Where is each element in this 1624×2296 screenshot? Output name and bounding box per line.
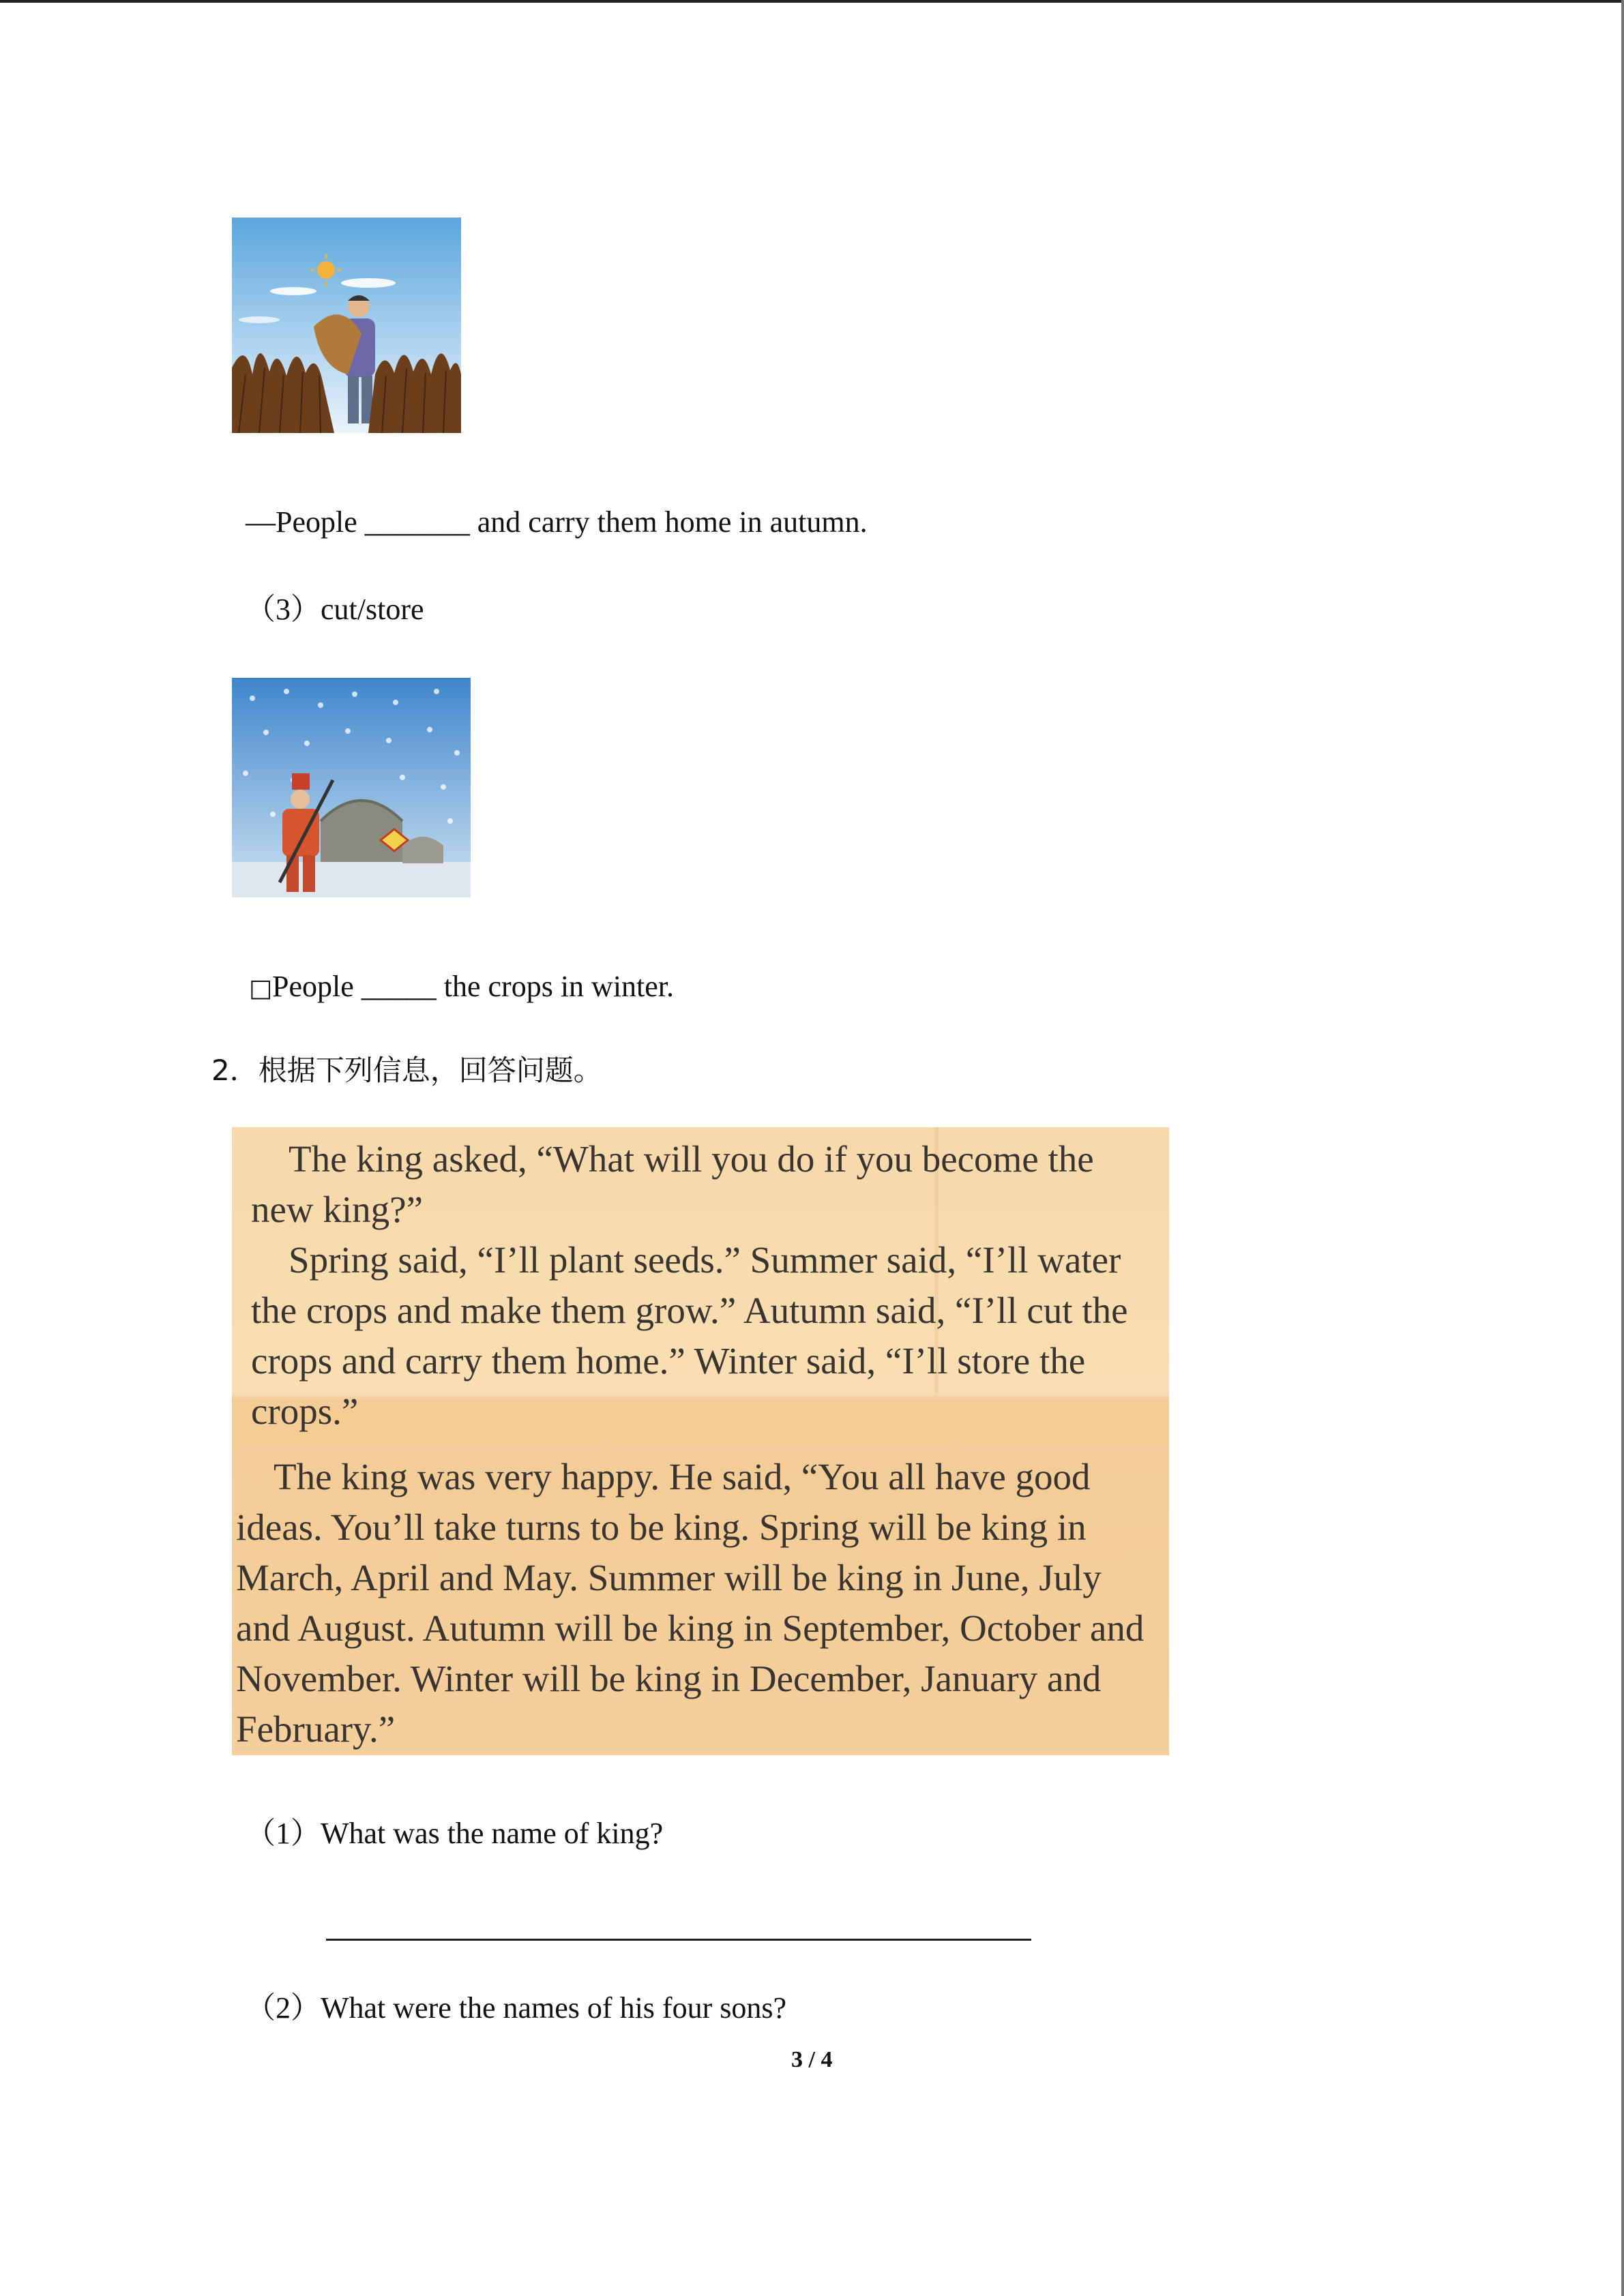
question-3-label: （3）cut/store bbox=[246, 593, 424, 626]
section-2-heading: 2．根据下列信息，回答问题。 bbox=[211, 1054, 602, 1087]
passage-paragraph-1: The king asked, “What will you do if you become the new king?” bbox=[251, 1138, 1104, 1230]
question-2: （2）What were the names of his four sons? bbox=[246, 1991, 787, 2025]
autumn-harvest-image bbox=[232, 218, 461, 433]
winter-sentence bbox=[249, 968, 674, 1008]
checkbox-glyph: □ bbox=[249, 974, 273, 1002]
passage-paragraph-3: The king was very happy. He said, “You all have good ideas. You’ll take turns to be king. Spring will be king in March, April and May. Summer will be king in June, July and August. Autumn will be king in September, October and November. Winter will be king in December, January and February.” bbox=[236, 1456, 1154, 1750]
story-passage-image bbox=[232, 1127, 1169, 1755]
page-top-edge bbox=[0, 0, 1624, 3]
question-1: （1）What was the name of king? bbox=[246, 1817, 664, 1850]
answer-line[interactable] bbox=[326, 1939, 1031, 1941]
winter-sentence-text: People _____ the crops in winter. bbox=[272, 970, 675, 1003]
page-right-edge bbox=[1621, 0, 1624, 2296]
winter-store-image bbox=[232, 678, 471, 897]
autumn-sentence: —People _______ and carry them home in autumn. bbox=[246, 505, 868, 539]
passage-paragraph-2: Spring said, “I’ll plant seeds.” Summer said, “I’ll water the crops and make them grow.” Autumn said, “I’ll cut the crops and carry them home.” Winter said, “I’ll store the crops.” bbox=[251, 1239, 1138, 1432]
page-number: 3 / 4 bbox=[791, 2047, 833, 2072]
